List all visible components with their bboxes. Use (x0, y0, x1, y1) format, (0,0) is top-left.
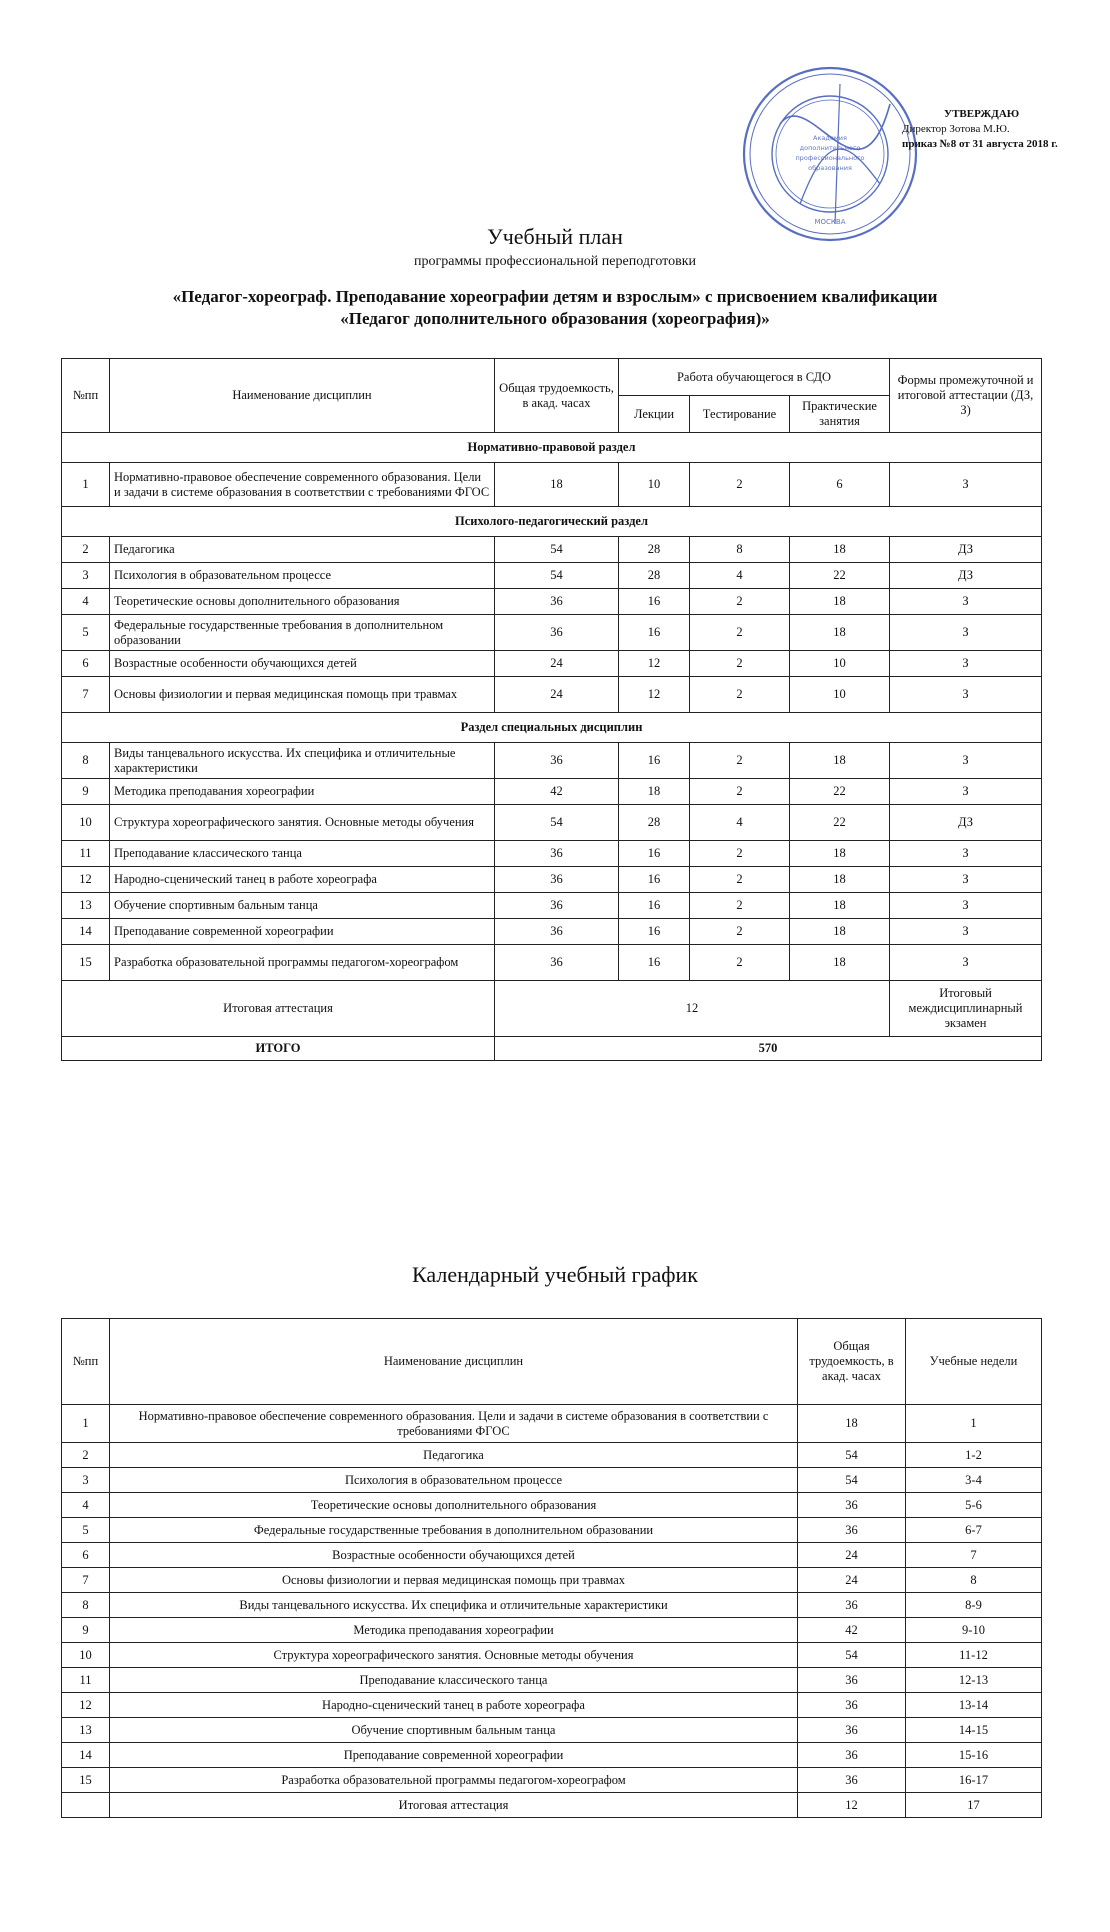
row-form: З (890, 589, 1042, 615)
row-lectures: 28 (619, 805, 690, 841)
row-number: 12 (62, 867, 110, 893)
row-lectures: 16 (619, 893, 690, 919)
row-form: З (890, 867, 1042, 893)
table-row (62, 893, 1042, 919)
row-name: Возрастные особенности обучающихся детей (110, 651, 495, 677)
row-practice: 18 (790, 841, 890, 867)
schedule-table (61, 1318, 1042, 1818)
final-attestation-label: Итоговая аттестация (62, 981, 495, 1037)
row-weeks: 8 (906, 1568, 1042, 1593)
row-practice: 18 (790, 893, 890, 919)
table-row (62, 805, 1042, 841)
col-testing: Тестирование (690, 396, 790, 433)
section-title: Нормативно-правовой раздел (62, 433, 1042, 463)
row-lectures: 16 (619, 589, 690, 615)
row-practice: 10 (790, 651, 890, 677)
row-name: Разработка образовательной программы педагогом-хореографом (110, 945, 495, 981)
row-form: З (890, 893, 1042, 919)
row-total: 36 (798, 1693, 906, 1718)
row-number: 2 (62, 1443, 110, 1468)
row-number: 10 (62, 1643, 110, 1668)
row-weeks: 11-12 (906, 1643, 1042, 1668)
table-row (62, 841, 1042, 867)
total-hours: 570 (495, 1037, 1042, 1061)
row-number: 12 (62, 1693, 110, 1718)
row-form: ДЗ (890, 537, 1042, 563)
row-lectures: 16 (619, 919, 690, 945)
row-total: 36 (495, 615, 619, 651)
svg-text:Академия: Академия (813, 134, 847, 142)
row-name: Педагогика (110, 537, 495, 563)
row-testing: 2 (690, 677, 790, 713)
row-number: 13 (62, 893, 110, 919)
row-lectures: 16 (619, 945, 690, 981)
approval-director: Директор Зотова М.Ю. (902, 123, 1010, 135)
row-name: Виды танцевального искусства. Их специфика и отличительные характеристики (110, 1593, 798, 1618)
row-lectures: 16 (619, 615, 690, 651)
row-number: 1 (62, 1405, 110, 1443)
row-lectures: 12 (619, 651, 690, 677)
row-testing: 2 (690, 615, 790, 651)
program-title (60, 286, 1050, 330)
row-total: 36 (798, 1718, 906, 1743)
row-number: 5 (62, 1518, 110, 1543)
table-row (62, 1468, 1042, 1493)
col-work: Работа обучающегося в СДО (619, 359, 890, 396)
row-weeks: 9-10 (906, 1618, 1042, 1643)
row-practice: 18 (790, 743, 890, 779)
row-lectures: 10 (619, 463, 690, 507)
row-form: З (890, 463, 1042, 507)
row-number: 7 (62, 677, 110, 713)
final-attestation-hours: 12 (495, 981, 890, 1037)
row-total: 36 (798, 1668, 906, 1693)
row-name: Обучение спортивным бальным танца (110, 893, 495, 919)
svg-text:профессионального: профессионального (795, 154, 865, 162)
row-total: 36 (798, 1768, 906, 1793)
row-weeks: 7 (906, 1543, 1042, 1568)
row-testing: 4 (690, 563, 790, 589)
row-testing: 2 (690, 893, 790, 919)
row-weeks: 16-17 (906, 1768, 1042, 1793)
organization-seal (740, 64, 920, 244)
row-name: Психология в образовательном процессе (110, 563, 495, 589)
row-number: 7 (62, 1568, 110, 1593)
row-weeks: 5-6 (906, 1493, 1042, 1518)
row-number: 14 (62, 919, 110, 945)
plan-subtitle: программы профессиональной переподготовки (414, 254, 696, 269)
row-name: Народно-сценический танец в работе хореографа (110, 867, 495, 893)
table-row (62, 1718, 1042, 1743)
row-total: 54 (798, 1443, 906, 1468)
row-form: ДЗ (890, 805, 1042, 841)
col-practice: Практические занятия (790, 396, 890, 433)
row-name: Структура хореографического занятия. Основные методы обучения (110, 1643, 798, 1668)
table-row (62, 1643, 1042, 1668)
row-name: Основы физиологии и первая медицинская помощь при травмах (110, 677, 495, 713)
table-row (62, 1518, 1042, 1543)
row-practice: 22 (790, 805, 890, 841)
table-row (62, 1768, 1042, 1793)
row-form: З (890, 945, 1042, 981)
row-weeks: 8-9 (906, 1593, 1042, 1618)
row-name: Преподавание классического танца (110, 841, 495, 867)
row-total: 24 (495, 651, 619, 677)
row-total: 42 (798, 1618, 906, 1643)
row-lectures: 28 (619, 563, 690, 589)
row-lectures: 16 (619, 841, 690, 867)
row-weeks: 6-7 (906, 1518, 1042, 1543)
row-lectures: 18 (619, 779, 690, 805)
row-name: Педагогика (110, 1443, 798, 1468)
row-name: Федеральные государственные требования в дополнительном образовании (110, 615, 495, 651)
row-number: 13 (62, 1718, 110, 1743)
table-row (62, 589, 1042, 615)
table-row (62, 1405, 1042, 1443)
final-row (62, 1793, 1042, 1818)
section-title: Психолого-педагогический раздел (62, 507, 1042, 537)
table-row (62, 1743, 1042, 1768)
row-total: 36 (495, 893, 619, 919)
table-row (62, 537, 1042, 563)
row-number: 6 (62, 651, 110, 677)
row-number: 6 (62, 1543, 110, 1568)
row-name: Основы физиологии и первая медицинская помощь при травмах (110, 1568, 798, 1593)
row-name: Нормативно-правовое обеспечение современного образования. Цели и задачи в системе образования в соответствии с требованиями ФГОС (110, 463, 495, 507)
row-number: 5 (62, 615, 110, 651)
table-row (62, 1493, 1042, 1518)
row-name: Преподавание современной хореографии (110, 1743, 798, 1768)
svg-text:образования: образования (808, 164, 852, 172)
row-number: 9 (62, 779, 110, 805)
table-row (62, 615, 1042, 651)
row-name: Теоретические основы дополнительного образования (110, 1493, 798, 1518)
row-number: 15 (62, 945, 110, 981)
row-testing: 2 (690, 945, 790, 981)
row-weeks: 12-13 (906, 1668, 1042, 1693)
row-total: 24 (798, 1568, 906, 1593)
row-testing: 2 (690, 919, 790, 945)
table-row (62, 463, 1042, 507)
row-total: 54 (495, 537, 619, 563)
program-title-line1: «Педагог-хореограф. Преподавание хореографии детям и взрослым» с присвоением квалификации (172, 287, 938, 306)
row-total: 18 (495, 463, 619, 507)
approval-order: приказ №8 от 31 августа 2018 г. (902, 138, 1058, 150)
row-total: 54 (798, 1643, 906, 1668)
table-row (62, 743, 1042, 779)
row-total: 36 (495, 945, 619, 981)
row-number: 4 (62, 589, 110, 615)
table-row (62, 1543, 1042, 1568)
row-name: Итоговая аттестация (110, 1793, 798, 1818)
row-total: 36 (798, 1518, 906, 1543)
row-name: Методика преподавания хореографии (110, 779, 495, 805)
row-practice: 22 (790, 779, 890, 805)
sched-col-weeks: Учебные недели (906, 1319, 1042, 1405)
col-lectures: Лекции (619, 396, 690, 433)
row-lectures: 16 (619, 743, 690, 779)
row-testing: 2 (690, 651, 790, 677)
row-name: Нормативно-правовое обеспечение современного образования. Цели и задачи в системе образования в соответствии с требованиями ФГОС (110, 1405, 798, 1443)
row-weeks: 17 (906, 1793, 1042, 1818)
row-weeks: 3-4 (906, 1468, 1042, 1493)
svg-text:дополнительного: дополнительного (799, 144, 861, 152)
plan-title: Учебный план (487, 224, 623, 249)
svg-text:МОСКВА: МОСКВА (814, 218, 846, 226)
row-testing: 2 (690, 463, 790, 507)
row-practice: 10 (790, 677, 890, 713)
row-number: 3 (62, 563, 110, 589)
table-row (62, 651, 1042, 677)
table-row (62, 1693, 1042, 1718)
study-plan-body (62, 433, 1042, 981)
row-name: Народно-сценический танец в работе хореографа (110, 1693, 798, 1718)
row-weeks: 1-2 (906, 1443, 1042, 1468)
row-total: 36 (495, 919, 619, 945)
section-row (62, 507, 1042, 537)
row-practice: 22 (790, 563, 890, 589)
row-name: Теоретические основы дополнительного образования (110, 589, 495, 615)
row-number (62, 1793, 110, 1818)
row-testing: 2 (690, 867, 790, 893)
row-name: Методика преподавания хореографии (110, 1618, 798, 1643)
row-practice: 18 (790, 589, 890, 615)
row-testing: 2 (690, 841, 790, 867)
col-name: Наименование дисциплин (110, 359, 495, 433)
row-total: 36 (798, 1593, 906, 1618)
row-weeks: 14-15 (906, 1718, 1042, 1743)
schedule-body (62, 1405, 1042, 1818)
row-practice: 18 (790, 537, 890, 563)
study-plan-table (61, 358, 1042, 1061)
row-testing: 2 (690, 779, 790, 805)
row-total: 36 (495, 841, 619, 867)
row-weeks: 13-14 (906, 1693, 1042, 1718)
table-row (62, 945, 1042, 981)
row-lectures: 12 (619, 677, 690, 713)
row-name: Разработка образовательной программы педагогом-хореографом (110, 1768, 798, 1793)
row-number: 8 (62, 743, 110, 779)
row-practice: 18 (790, 615, 890, 651)
total-label: ИТОГО (62, 1037, 495, 1061)
row-weeks: 15-16 (906, 1743, 1042, 1768)
row-number: 15 (62, 1768, 110, 1793)
row-name: Федеральные государственные требования в дополнительном образовании (110, 1518, 798, 1543)
table-row (62, 779, 1042, 805)
row-name: Преподавание классического танца (110, 1668, 798, 1693)
row-total: 54 (495, 805, 619, 841)
row-number: 4 (62, 1493, 110, 1518)
row-testing: 4 (690, 805, 790, 841)
table-row (62, 677, 1042, 713)
table-row (62, 563, 1042, 589)
row-total: 36 (798, 1743, 906, 1768)
row-name: Преподавание современной хореографии (110, 919, 495, 945)
row-total: 54 (798, 1468, 906, 1493)
row-name: Виды танцевального искусства. Их специфика и отличительные характеристики (110, 743, 495, 779)
approval-heading: УТВЕРЖДАЮ (944, 108, 1020, 120)
section-row (62, 713, 1042, 743)
sched-col-total: Общая трудоемкость, в акад. часах (798, 1319, 906, 1405)
row-form: З (890, 841, 1042, 867)
table-row (62, 1668, 1042, 1693)
row-number: 14 (62, 1743, 110, 1768)
table-row (62, 1443, 1042, 1468)
row-form: З (890, 651, 1042, 677)
row-lectures: 28 (619, 537, 690, 563)
schedule-title: Календарный учебный график (412, 1262, 698, 1287)
program-title-line2: «Педагог дополнительного образования (хореография)» (340, 309, 770, 328)
row-lectures: 16 (619, 867, 690, 893)
row-practice: 18 (790, 867, 890, 893)
row-form: З (890, 779, 1042, 805)
row-testing: 2 (690, 589, 790, 615)
col-total: Общая трудоемкость, в акад. часах (495, 359, 619, 433)
row-number: 9 (62, 1618, 110, 1643)
row-total: 18 (798, 1405, 906, 1443)
row-name: Обучение спортивным бальным танца (110, 1718, 798, 1743)
table-row (62, 1618, 1042, 1643)
row-practice: 18 (790, 919, 890, 945)
table-row (62, 1568, 1042, 1593)
row-number: 3 (62, 1468, 110, 1493)
row-testing: 2 (690, 743, 790, 779)
table-row (62, 867, 1042, 893)
section-title: Раздел специальных дисциплин (62, 713, 1042, 743)
row-form: З (890, 743, 1042, 779)
row-total: 36 (798, 1493, 906, 1518)
col-num: №пп (62, 359, 110, 433)
row-total: 42 (495, 779, 619, 805)
table-row (62, 1593, 1042, 1618)
row-form: З (890, 677, 1042, 713)
row-number: 1 (62, 463, 110, 507)
section-row (62, 433, 1042, 463)
row-total: 24 (495, 677, 619, 713)
row-number: 11 (62, 841, 110, 867)
row-total: 12 (798, 1793, 906, 1818)
row-practice: 6 (790, 463, 890, 507)
sched-col-name: Наименование дисциплин (110, 1319, 798, 1405)
row-weeks: 1 (906, 1405, 1042, 1443)
row-name: Психология в образовательном процессе (110, 1468, 798, 1493)
row-practice: 18 (790, 945, 890, 981)
table-row (62, 919, 1042, 945)
row-testing: 8 (690, 537, 790, 563)
row-form: ДЗ (890, 563, 1042, 589)
row-number: 8 (62, 1593, 110, 1618)
sched-col-num: №пп (62, 1319, 110, 1405)
row-total: 54 (495, 563, 619, 589)
col-forms: Формы промежуточной и итоговой аттестации (ДЗ, З) (890, 359, 1042, 433)
row-total: 36 (495, 743, 619, 779)
row-number: 11 (62, 1668, 110, 1693)
row-total: 24 (798, 1543, 906, 1568)
row-number: 10 (62, 805, 110, 841)
row-form: З (890, 919, 1042, 945)
approval-block (902, 107, 1102, 152)
row-number: 2 (62, 537, 110, 563)
row-name: Возрастные особенности обучающихся детей (110, 1543, 798, 1568)
row-form: З (890, 615, 1042, 651)
final-attestation-form: Итоговый междисциплинарный экзамен (890, 981, 1042, 1037)
row-total: 36 (495, 589, 619, 615)
row-name: Структура хореографического занятия. Основные методы обучения (110, 805, 495, 841)
row-total: 36 (495, 867, 619, 893)
